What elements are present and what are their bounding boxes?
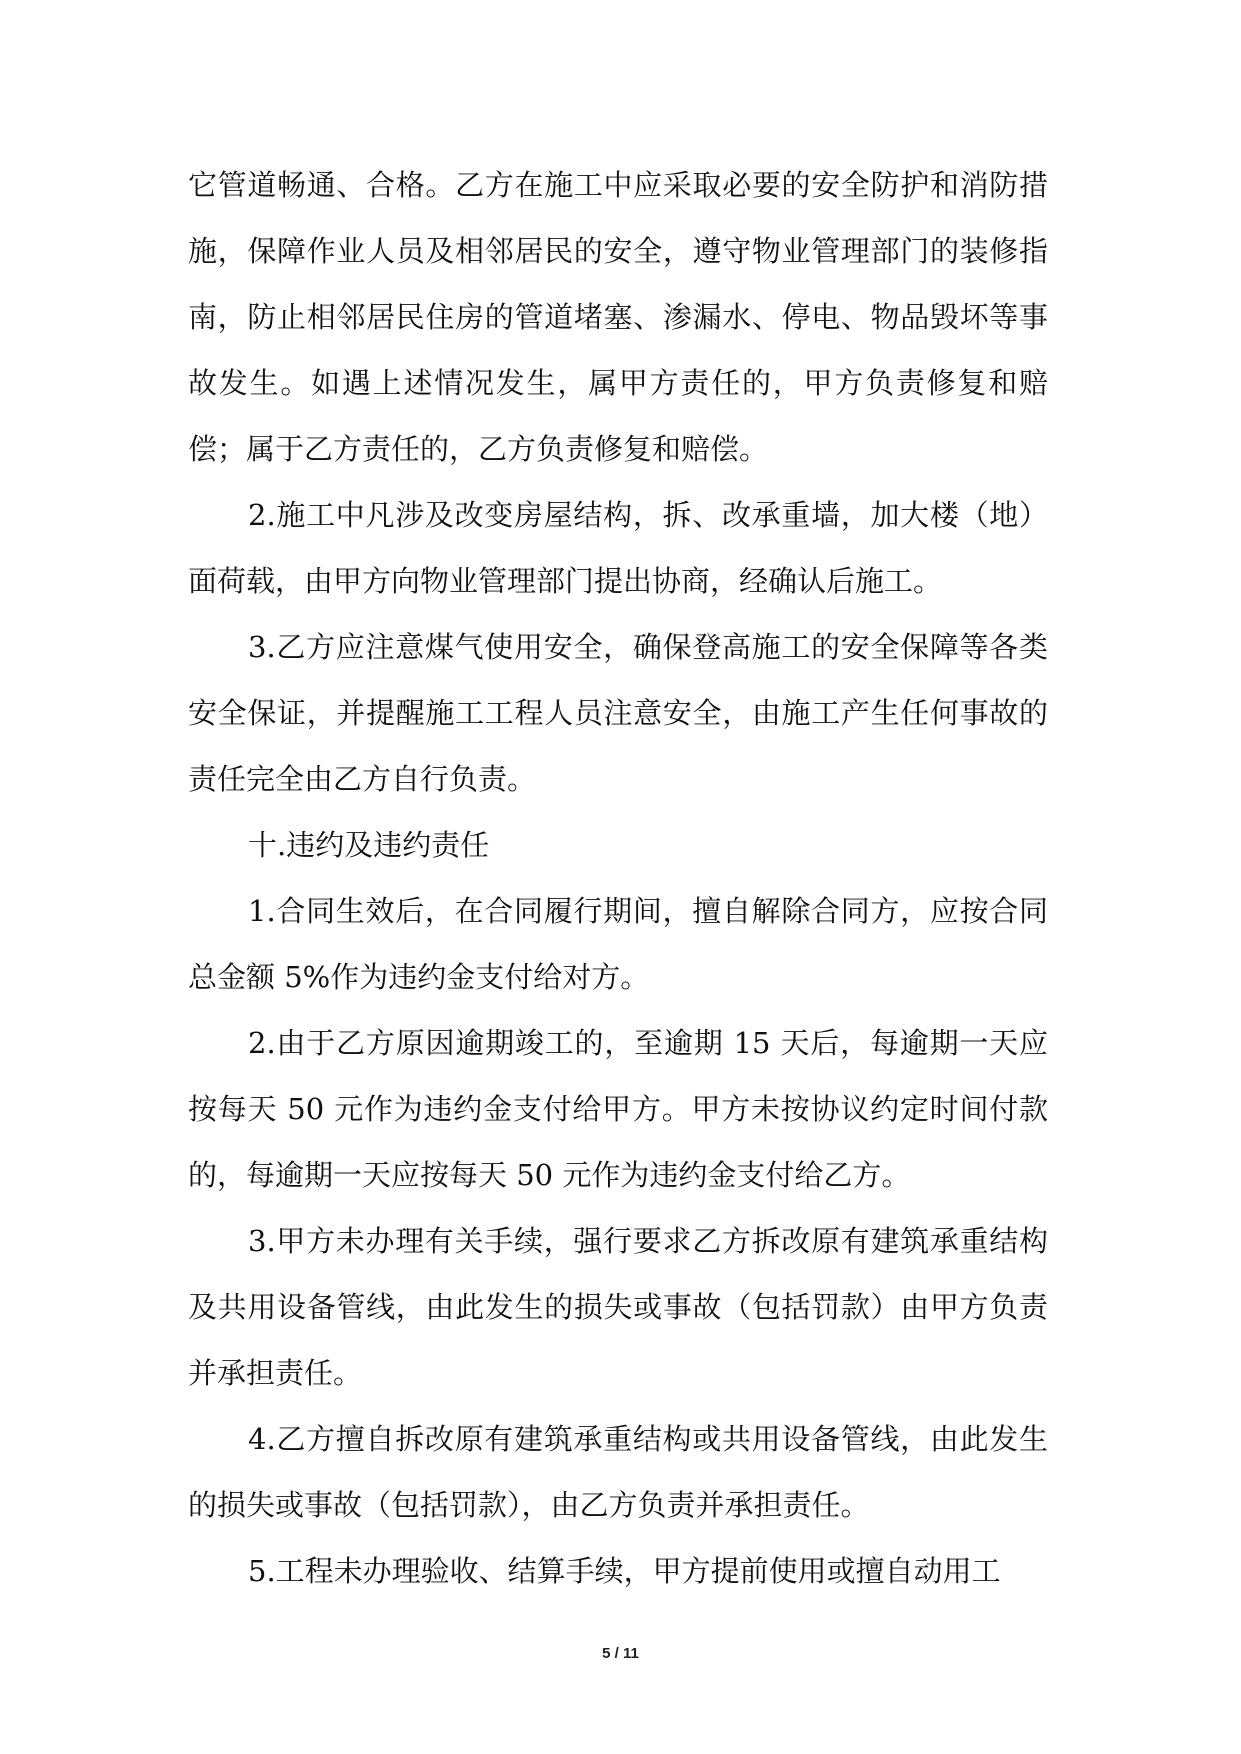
paragraph-5: 1.合同生效后，在合同履行期间，擅自解除合同方，应按合同总金额 5%作为违约金支付给对方。 [188, 894, 1048, 994]
paragraph-3: 3.乙方应注意煤气使用安全，确保登高施工的安全保障等各类安全保证，并提醒施工工程人员注意安全，由施工产生任何事故的责任完全由乙方自行负责。 [188, 630, 1048, 796]
paragraph-2: 2.施工中凡涉及改变房屋结构，拆、改承重墙，加大楼（地）面荷载，由甲方向物业管理部门提出协商，经确认后施工。 [188, 498, 1048, 598]
document-body [188, 152, 1048, 1604]
paragraph-8: 4.乙方擅自拆改原有建筑承重结构或共用设备管线，由此发生的损失或事故（包括罚款），由乙方负责并承担责任。 [188, 1422, 1048, 1522]
page-number: 5 / 11 [602, 1645, 639, 1662]
paragraph-9: 5.工程未办理验收、结算手续，甲方提前使用或擅自动用工 [248, 1554, 1001, 1588]
paragraph-7: 3.甲方未办理有关手续，强行要求乙方拆改原有建筑承重结构及共用设备管线，由此发生的损失或事故（包括罚款）由甲方负责并承担责任。 [188, 1224, 1048, 1390]
paragraph-1: 它管道畅通、合格。乙方在施工中应采取必要的安全防护和消防措施，保障作业人员及相邻居民的安全，遵守物业管理部门的装修指南，防止相邻居民住房的管道堵塞、渗漏水、停电、物品毁坏等事故发生。如遇上述情况发生，属甲方责任的，甲方负责修复和赔偿；属于乙方责任的，乙方负责修复和赔偿。 [188, 168, 1048, 466]
section-heading-breach: 十.违约及违约责任 [248, 828, 490, 862]
paragraph-6: 2.由于乙方原因逾期竣工的，至逾期 15 天后，每逾期一天应按每天 50 元作为违约金支付给甲方。甲方未按协议约定时间付款的，每逾期一天应按每天 50 元作为违约金支付给乙方。 [188, 1026, 1048, 1192]
